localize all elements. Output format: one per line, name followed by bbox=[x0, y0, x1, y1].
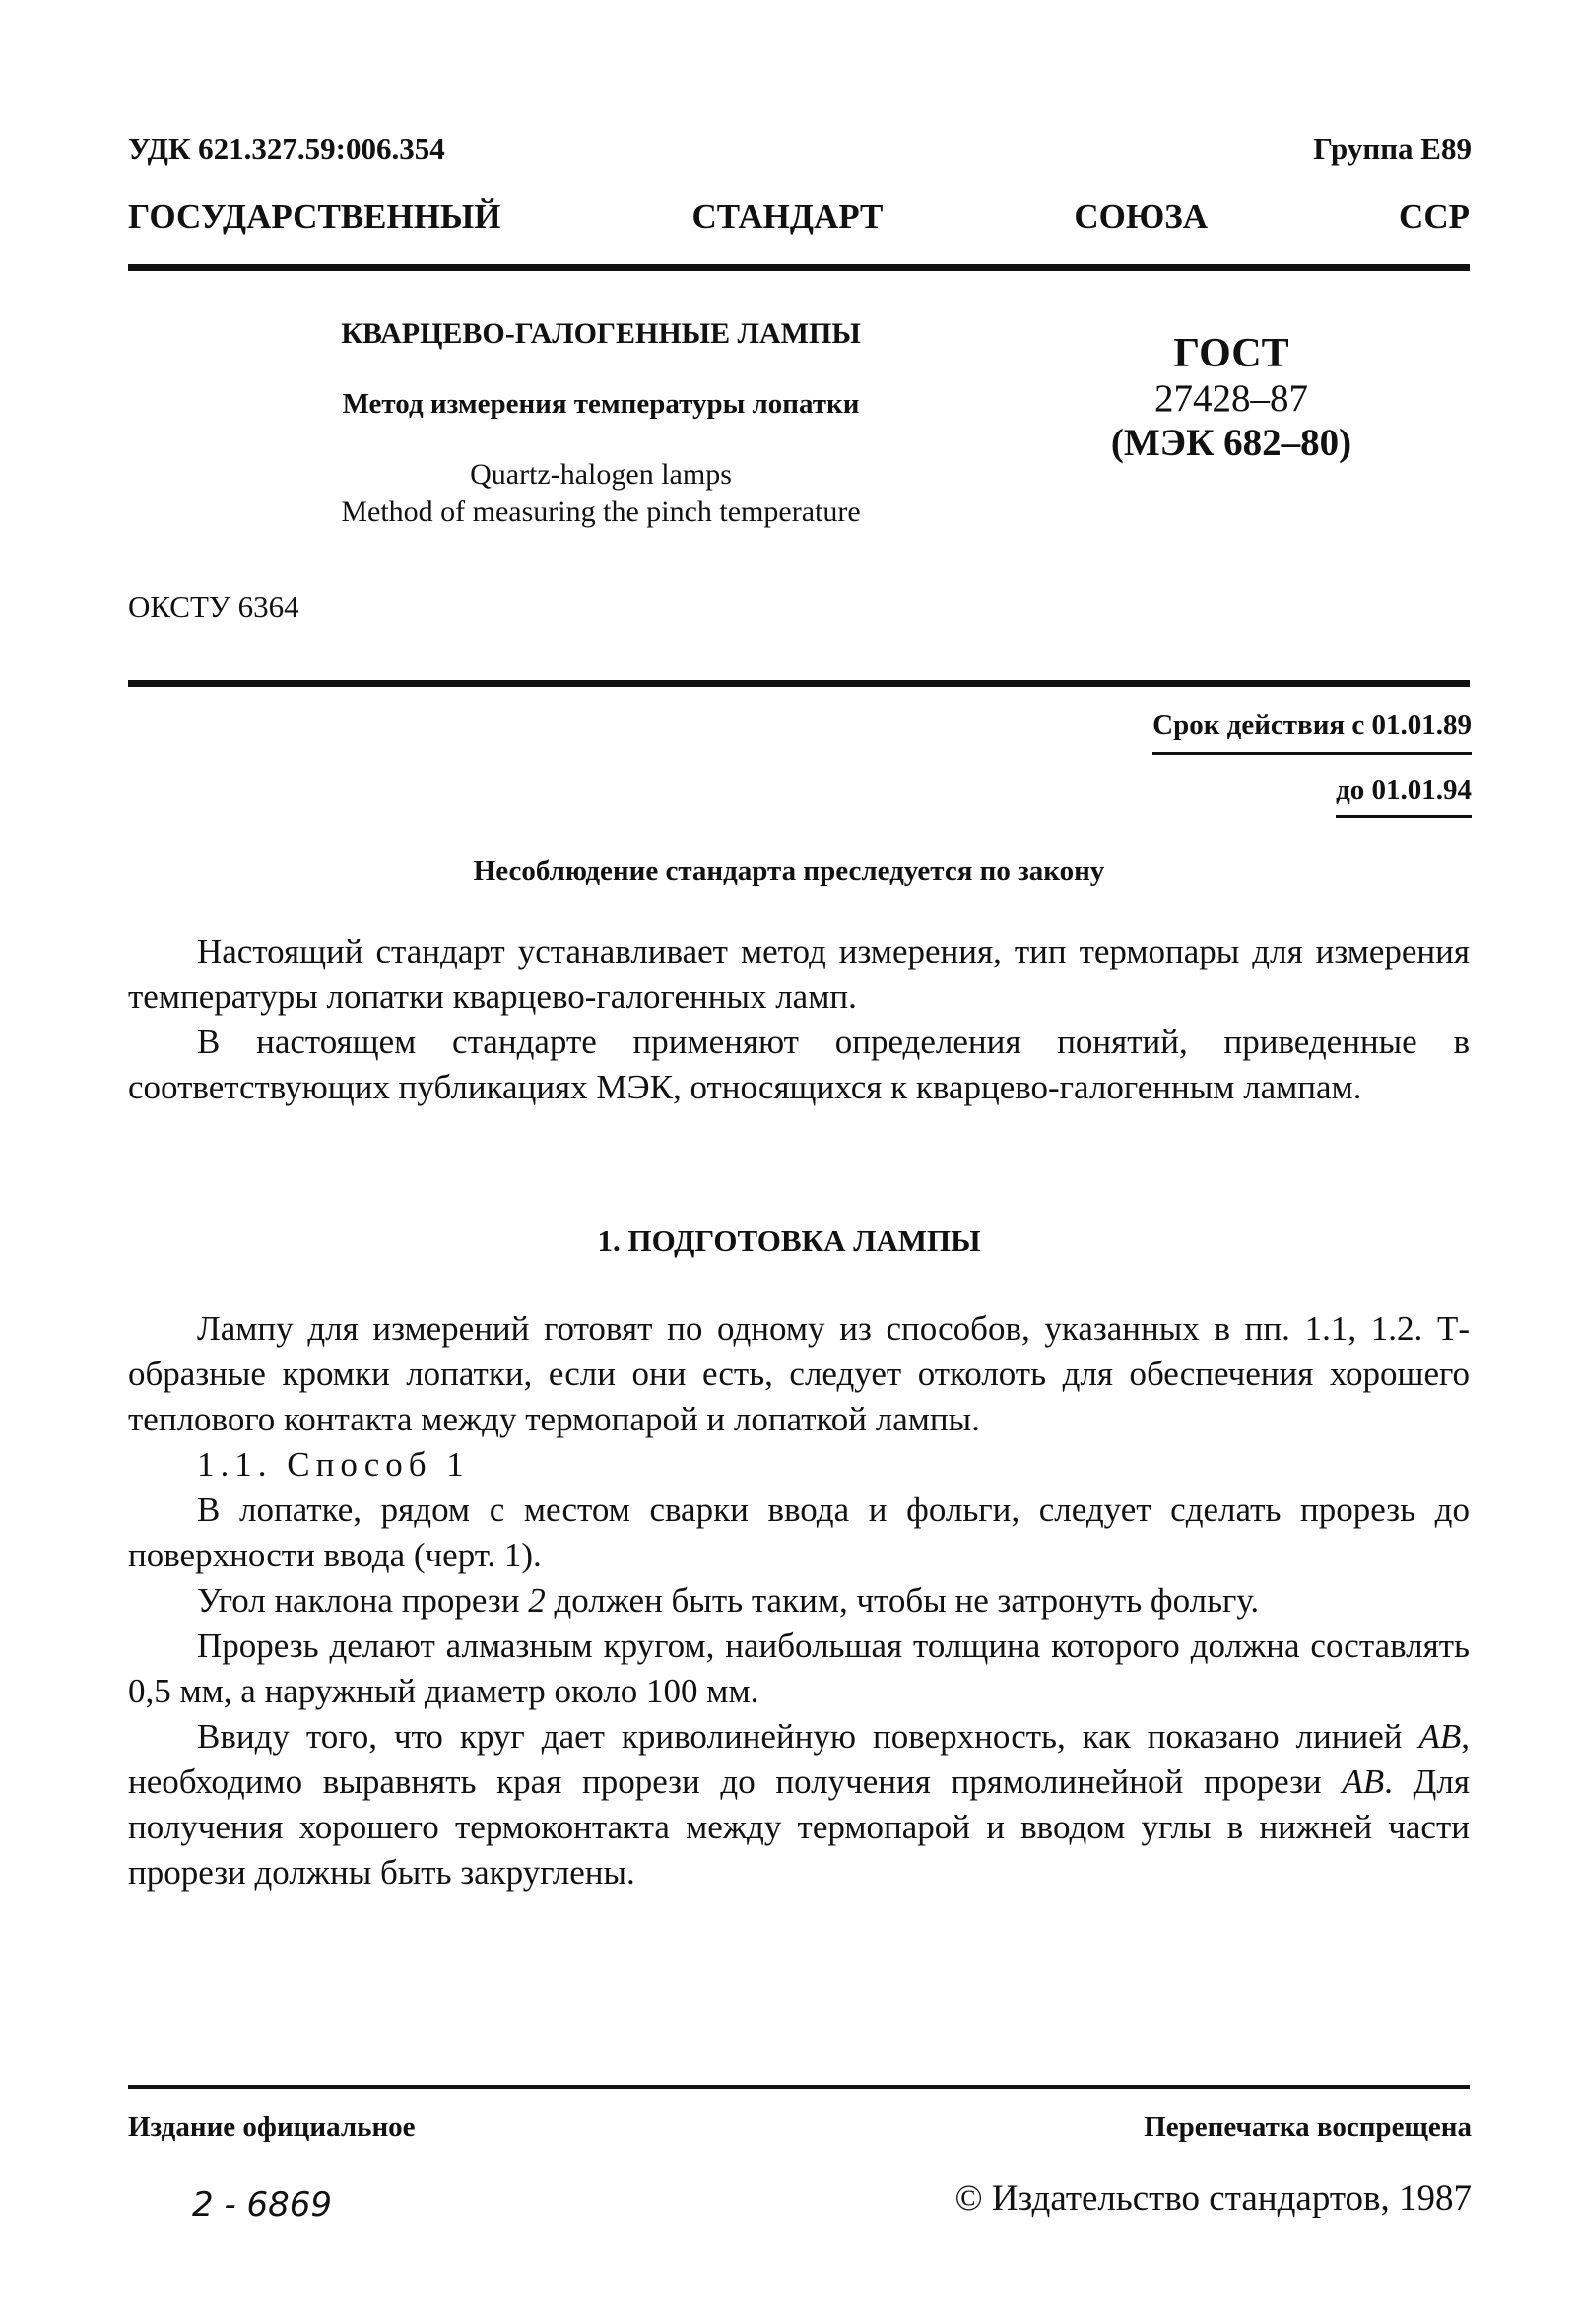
body-paragraph: В лопатке, рядом с местом сварки ввода и фольги, следует сделать прорезь до поверхности ввода (черт. 1). bbox=[128, 1491, 1470, 1574]
body-paragraph bbox=[128, 1578, 1470, 1624]
body-paragraph: Прорезь делают алмазным кругом, наибольшая толщина которого должна составлять 0,5 мм, а наружный диаметр около 100 мм. bbox=[128, 1627, 1470, 1710]
validity-period bbox=[1152, 709, 1472, 818]
group-code: Группа Е89 bbox=[1313, 131, 1472, 166]
text-run: Угол наклона прорези bbox=[197, 1581, 529, 1620]
state-word: СОЮЗА bbox=[1074, 197, 1209, 235]
text-run: должен быть таким, чтобы не затронуть фольгу. bbox=[545, 1581, 1260, 1620]
intro-paragraph: Настоящий стандарт устанавливает метод измерения, тип термопары для измерения температуры лопатки кварцево-галогенных ламп. bbox=[128, 932, 1470, 1016]
top-thick-rule bbox=[128, 264, 1470, 271]
state-word: ССР bbox=[1399, 197, 1470, 235]
intro-paragraph: В настоящем стандарте применяют определения понятий, приведенные в соответствующих публикациях МЭК, относящихся к кварцево-галогенным лампам. bbox=[128, 1023, 1470, 1106]
udk-code: УДК 621.327.59:006.354 bbox=[128, 131, 445, 166]
official-edition: Издание официальное bbox=[128, 2111, 416, 2143]
method-heading: 1.1. Способ 1 bbox=[197, 1445, 470, 1484]
oksty-code: ОКСТУ 6364 bbox=[128, 589, 299, 624]
gost-number: 27428–87 bbox=[1154, 377, 1308, 421]
gost-label: ГОСТ bbox=[1173, 331, 1289, 376]
state-standard-heading bbox=[128, 197, 1470, 236]
state-word: ГОСУДАРСТВЕННЫЙ bbox=[128, 197, 501, 235]
document-title: КВАРЦЕВО-ГАЛОГЕННЫЕ ЛАМПЫ bbox=[341, 317, 861, 350]
section-heading: 1. ПОДГОТОВКА ЛАМПЫ bbox=[597, 1224, 981, 1258]
text-run: . Для получения хорошего термоконтакта между термопарой и вводом углы в нижней части прорези должны быть закруглены. bbox=[128, 1762, 1470, 1892]
iec-reference: (МЭК 682–80) bbox=[1110, 422, 1352, 465]
legal-warning: Несоблюдение стандарта преследуется по закону bbox=[473, 855, 1105, 887]
reprint-prohibited: Перепечатка воспрещена bbox=[1144, 2111, 1472, 2143]
document-subtitle: Метод измерения температуры лопатки bbox=[342, 388, 860, 420]
validity-to: до 01.01.94 bbox=[1336, 764, 1472, 818]
body-paragraph: Лампу для измерений готовят по одному из способов, указанных в пп. 1.1, 1.2. Т-образные кромки лопатки, если они есть, следует отколоть для обеспечения хорошего теплового контакта между термопарой и лопаткой лампы. bbox=[128, 1309, 1470, 1438]
mid-thick-rule bbox=[128, 680, 1470, 687]
line-label: AB bbox=[1342, 1762, 1385, 1801]
text-run: Ввиду того, что круг дает криволинейную поверхность, как показано линией bbox=[197, 1717, 1419, 1756]
english-title: Quartz-halogen lamps bbox=[470, 458, 732, 491]
body-paragraph bbox=[128, 1714, 1470, 1895]
copyright: © Издательство стандартов, 1987 bbox=[954, 2178, 1472, 2219]
title-block bbox=[246, 317, 955, 529]
section-body bbox=[128, 1306, 1470, 1895]
order-number: 2 - 6869 bbox=[192, 2185, 333, 2224]
text-run: , необходимо выравнять края прорези до получения прямолинейной прорези bbox=[128, 1717, 1470, 1801]
english-subtitle: Method of measuring the pinch temperature bbox=[341, 496, 861, 528]
line-label: AB bbox=[1418, 1717, 1462, 1756]
gost-designation bbox=[1064, 330, 1399, 466]
validity-from: Срок действия с 01.01.89 bbox=[1152, 709, 1472, 755]
intro-text bbox=[128, 929, 1470, 1110]
state-word: СТАНДАРТ bbox=[691, 197, 884, 235]
footer-rule bbox=[128, 2085, 1470, 2089]
figure-ref: 2 bbox=[528, 1581, 546, 1620]
